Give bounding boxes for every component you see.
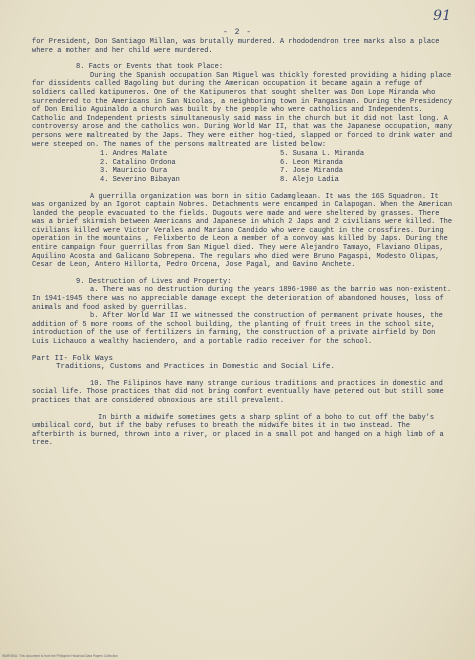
maltreated-names-list xyxy=(100,150,455,184)
part-2-heading: Part II- Folk Ways xyxy=(32,354,114,363)
name-item: 1. Andres Malate xyxy=(100,150,168,159)
part-2-subheading: Traditions, Customs and Practices in Domestic and Social Life. xyxy=(56,363,336,372)
footer-note: WARNING: This document is from the Philippine Historical Data Papers Collection xyxy=(2,654,118,658)
section-9-item-a: a. There was no destruction during the years 1896-1900 as the barrio was non-existent. In 1941-1945 there was no appreciable damage except the deterioration of abandoned houses, loss of animals and food asked by guerrillas. xyxy=(32,286,452,312)
name-item: 3. Mauricio Oura xyxy=(100,167,168,176)
birth-paragraph: In birth a midwife sometimes gets a sharp splint of a boho to cut off the baby's umbilical cord, but if the baby refuses to breath the midwife bites it in two instead. The afterbirth is burned, thrown into a river, or placed in a small pot and hanged on a high limb of a tree. xyxy=(32,413,444,448)
page-number: - 2 - xyxy=(222,28,252,37)
name-item: 5. Susana L. Miranda xyxy=(280,150,365,159)
handwritten-page-number: 91 xyxy=(433,8,451,24)
name-item: 6. Leon Miranda xyxy=(280,158,344,167)
paragraph-10: 10. The Filipinos have many strange curious traditions and practices in domestic and social life. Those practices that did not bring comfort eventually have petered out but still some practices that are considered obnoxious are still prevalent. xyxy=(32,379,444,405)
section-8-paragraph-2: A guerrilla organization was born in sitio Cadamgleaan. It was the 16S Squadron. It was organized by an Igorot captain Nobres. Detachments were encamped in Calapogan. When the American landed the people evacuated to the fields. Dugouts were made and were sheltered by grasses. There was a brief skirmish between Americans and Japanese in which 2 Japs and 2 civilians were killed. The civilians killed were Victor Verales and Mariano Candido who were caught in the crossfires. During operation in the mountains , Felixberto de Leon a member of a convoy was killed by Japs. During the entire campaign four guerrillas from San Miguel died. They were Alejandro Tamayo, Flaviano Olipas, Aquilino Acosta and Galicano Sobrepena. The regulars who died were Bruno Pagaspi, Modesto Olipas, Cesar de Leon, Antero Hillorta, Pedro Orcena, Jose Pagal, and Gavino Anchete. xyxy=(32,192,453,270)
name-item: 8. Alejo Ladia xyxy=(280,175,339,184)
section-9-item-b: b. After World War II we witnessed the construction of permanent private houses, the addition of 5 more rooms of the school building, the planting of fruit trees in the school site, introduction of the use of fertilizers in farming, the construction of a private airfield by Don Luis Lichauco a wealthy haciendero, and a portable radio receiver for the school. xyxy=(32,312,443,346)
name-item: 4. Severino Bibayan xyxy=(100,175,180,184)
name-item: 7. Jose Miranda xyxy=(280,167,344,176)
intro-paragraph: for President, Don Santiago Millan, was brutally murdered. A rhododendron tree marks also a place where a mother and her child were murdered. xyxy=(32,38,440,55)
name-item: 2. Catalino Ordona xyxy=(100,158,176,167)
section-9-heading: 9. Destruction of Lives and Property: xyxy=(76,277,232,286)
section-8-paragraph-1: During the Spanish occupation San Miguel was thickly forested providing a hiding place for dissidents called Bagoling but during the American occupation it became again a refuge of soldiers called katipuneros. One of the Katipuneros that sought shelter was Don Lope Miranda who surrendered to the Americans in San Nicolas, a neighboring town in Pangasinan. During the Presidency of Don Emilio Aguinaldo a church was built by the people who were catholics and Independents. Catholic and Independent priests simultaneously said mass in the church but it did not last long. A controversy arose and the catholics won. During World War II, that was the Japanese occupation, many persons were maltreated by the Japs. They were either hog-tied, slapped or forced to drink water and were steeped on. The names of the persons maltreated are listed below: xyxy=(32,71,453,149)
section-8-heading: 8. Facts or Events that took Place: xyxy=(76,63,224,72)
